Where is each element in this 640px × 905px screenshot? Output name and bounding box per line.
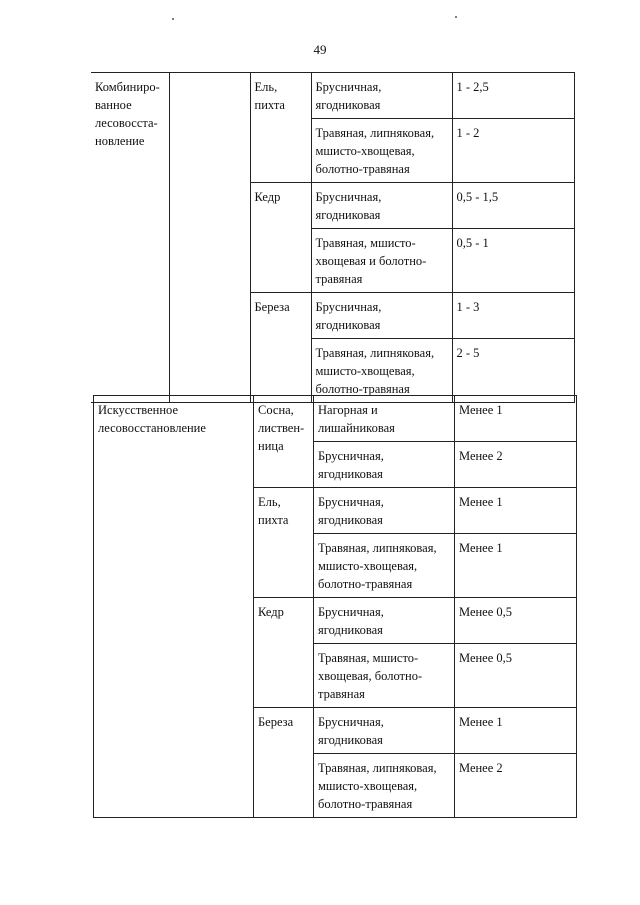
value-cell: Менее 1: [455, 488, 577, 534]
scan-speck: [455, 16, 457, 18]
value-cell: 0,5 - 1: [452, 229, 574, 293]
value-cell: Менее 2: [455, 754, 577, 818]
table-artificial: [93, 395, 577, 818]
value-cell: 1 - 3: [452, 293, 574, 339]
forest-type-cell: Брусничная, ягодниковая: [311, 73, 452, 119]
forest-type-cell: Травяная, мшисто- хвощевая, болотно- травяная: [314, 644, 455, 708]
value-cell: 1 - 2,5: [452, 73, 574, 119]
forest-type-cell: Брусничная, ягодниковая: [314, 442, 455, 488]
method-cell: Искусственное лесовосстановление: [94, 396, 254, 818]
forest-type-cell: Брусничная, ягодниковая: [314, 598, 455, 644]
page-number: 49: [313, 42, 327, 57]
value-cell: Менее 0,5: [455, 644, 577, 708]
value-cell: Менее 1: [455, 534, 577, 598]
forest-type-cell: Травяная, липняковая, мшисто-хвощевая, болотно-травяная: [311, 339, 452, 403]
forest-type-cell: Травяная, липняковая, мшисто-хвощевая, болотно-травяная: [314, 754, 455, 818]
method-cell: Комбиниро- ванное лесовосста- новление: [91, 73, 169, 403]
forest-type-cell: Брусничная, ягодниковая: [314, 708, 455, 754]
value-cell: 2 - 5: [452, 339, 574, 403]
forest-type-cell: Травяная, липняковая, мшисто-хвощевая, болотно-травяная: [314, 534, 455, 598]
value-cell: Менее 1: [455, 396, 577, 442]
table-row: [91, 73, 574, 119]
value-cell: Менее 1: [455, 708, 577, 754]
species-cell: Ель, пихта: [250, 73, 311, 183]
forest-type-cell: Нагорная и лишайниковая: [314, 396, 455, 442]
species-cell: Сосна, листвен- ница: [254, 396, 314, 488]
species-cell: Кедр: [254, 598, 314, 708]
table-row: [94, 396, 577, 442]
value-cell: 1 - 2: [452, 119, 574, 183]
empty-cell: [169, 73, 250, 403]
species-cell: Береза: [250, 293, 311, 403]
species-cell: Кедр: [250, 183, 311, 293]
species-cell: Ель, пихта: [254, 488, 314, 598]
forest-type-cell: Травяная, мшисто- хвощевая и болотно- травяная: [311, 229, 452, 293]
forest-type-cell: Брусничная, ягодниковая: [311, 293, 452, 339]
scan-speck: [172, 18, 174, 20]
value-cell: Менее 2: [455, 442, 577, 488]
value-cell: 0,5 - 1,5: [452, 183, 574, 229]
forest-type-cell: Брусничная, ягодниковая: [314, 488, 455, 534]
table-combined: [91, 72, 575, 403]
species-cell: Береза: [254, 708, 314, 818]
forest-type-cell: Травяная, липняковая, мшисто-хвощевая, болотно-травяная: [311, 119, 452, 183]
forest-type-cell: Брусничная, ягодниковая: [311, 183, 452, 229]
value-cell: Менее 0,5: [455, 598, 577, 644]
